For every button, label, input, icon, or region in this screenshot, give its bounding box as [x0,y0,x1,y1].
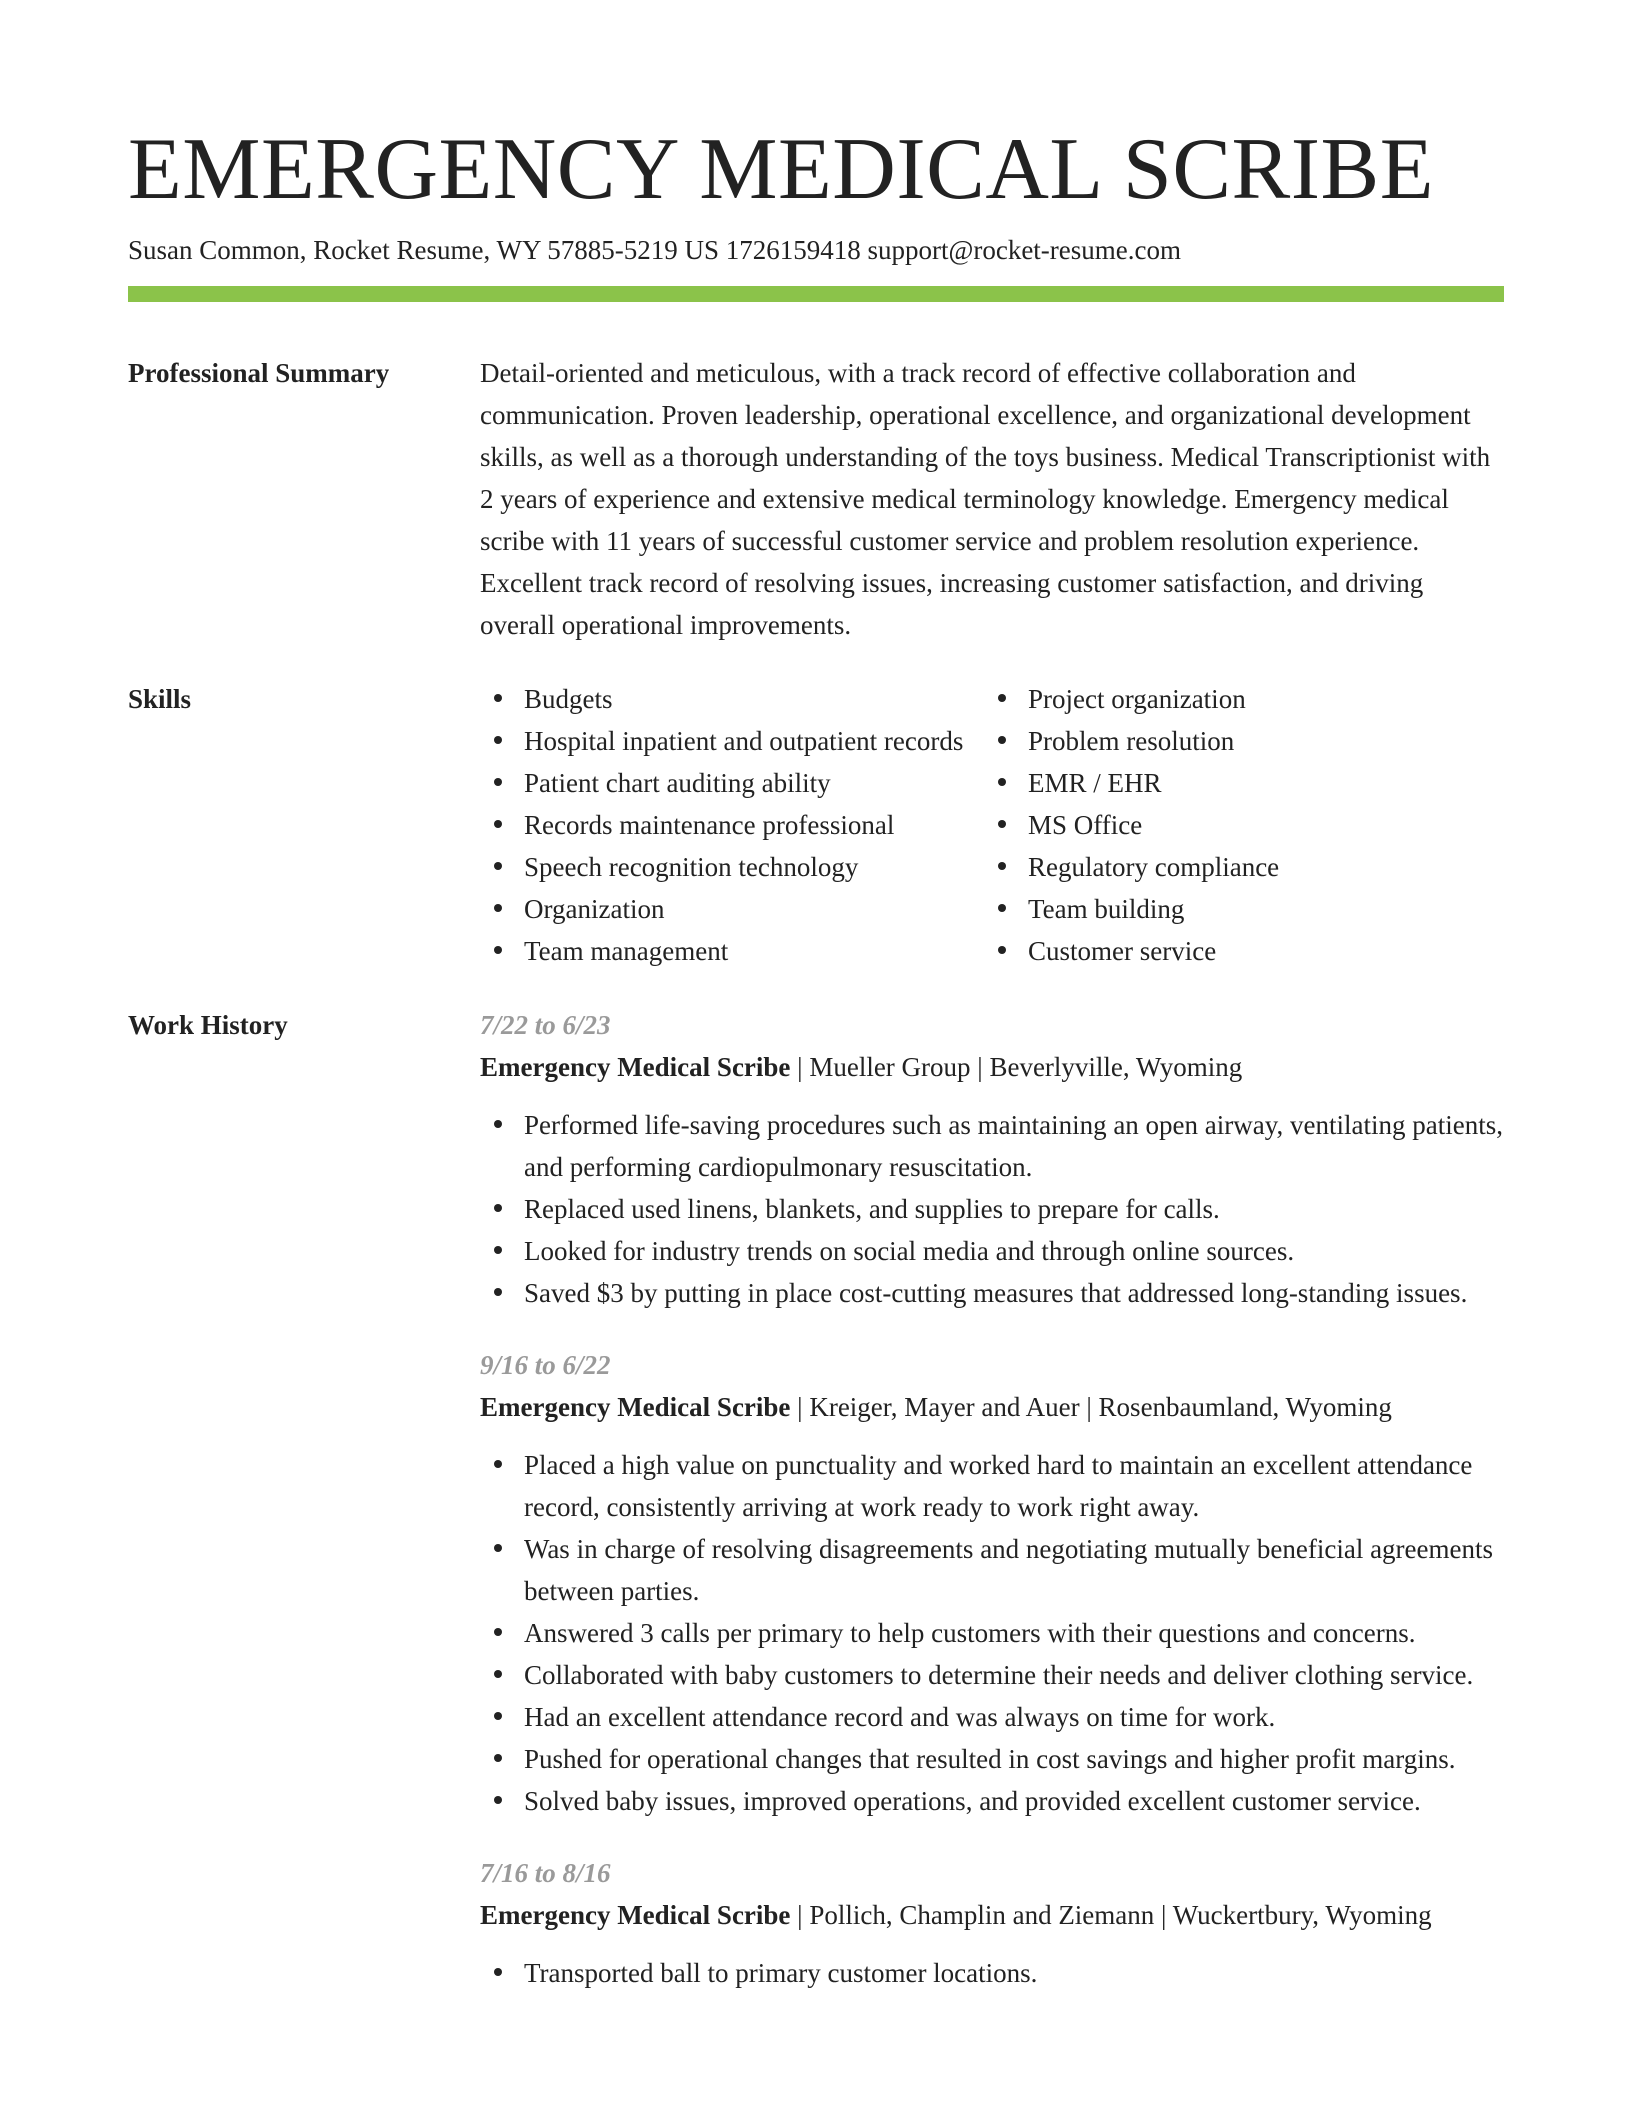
bullet-icon [494,1204,502,1212]
bullet-icon [494,946,502,954]
job-company: Mueller Group [809,1052,971,1082]
list-item [480,888,984,930]
job-location: Beverlyville, Wyoming [989,1052,1243,1082]
skills-grid [480,678,1504,972]
bullet-icon [998,946,1006,954]
list-item-text: Organization [524,894,665,924]
bullet-icon [494,1246,502,1254]
list-item [984,762,1504,804]
resume-title: EMERGENCY MEDICAL SCRIBE [128,121,1434,218]
list-item [480,804,984,846]
list-item-text: Pushed for operational changes that resulted in cost savings and higher profit margins. [524,1744,1456,1774]
job-location: Wuckertbury, Wyoming [1172,1900,1432,1930]
list-item-text: Answered 3 calls per primary to help customers with their questions and concerns. [524,1618,1416,1648]
list-item-text: Was in charge of resolving disagreements and negotiating mutually beneficial agreements between parties. [524,1534,1494,1606]
work-history-section [128,1004,1504,1994]
list-item [480,846,984,888]
list-item [480,1528,1504,1612]
separator: | [790,1392,810,1422]
list-item-text: Team management [524,936,729,966]
work-history-list [480,1004,1504,1994]
bullet-icon [494,736,502,744]
list-item [480,1104,1504,1188]
bullet-icon [494,778,502,786]
job-heading [480,1046,1504,1088]
job-dates: 7/16 to 8/16 [480,1858,611,1888]
list-item-text: Collaborated with baby customers to determine their needs and deliver clothing service. [524,1660,1474,1690]
list-item-text: Records maintenance professional [524,810,895,840]
bullet-icon [494,1460,502,1468]
job-location: Rosenbaumland, Wyoming [1098,1392,1392,1422]
bullet-icon [998,694,1006,702]
separator: | [1079,1392,1099,1422]
section-label: Professional Summary [128,358,390,388]
list-item-text: Regulatory compliance [1028,852,1280,882]
bullet-icon [494,1670,502,1678]
list-item [480,678,984,720]
bullet-icon [494,862,502,870]
separator: | [1154,1900,1173,1930]
list-item [984,930,1504,972]
job-heading [480,1386,1504,1428]
job-entry [480,1852,1504,1994]
bullet-icon [998,904,1006,912]
separator: | [790,1900,810,1930]
job-duties-list [480,1952,1504,1994]
list-item [480,1738,1504,1780]
list-item-text: Problem resolution [1028,726,1235,756]
list-item [480,1444,1504,1528]
list-item-text: Project organization [1028,684,1246,714]
list-item-text: Budgets [524,684,613,714]
bullet-icon [494,1796,502,1804]
list-item [480,930,984,972]
list-item-text: Replaced used linens, blankets, and supplies to prepare for calls. [524,1194,1220,1224]
job-duties-list [480,1104,1504,1314]
list-item-text: MS Office [1028,810,1143,840]
bullet-icon [494,1968,502,1976]
job-title: Emergency Medical Scribe [480,1900,791,1930]
list-item-text: Team building [1028,894,1185,924]
list-item [480,1780,1504,1822]
bullet-icon [494,904,502,912]
bullet-icon [998,820,1006,828]
list-item [984,678,1504,720]
bullet-icon [998,736,1006,744]
job-company: Pollich, Champlin and Ziemann [809,1900,1155,1930]
bullet-icon [494,1754,502,1762]
list-item-text: Saved $3 by putting in place cost-cutting measures that addressed long-standing issues. [524,1278,1468,1308]
job-company: Kreiger, Mayer and Auer [809,1392,1080,1422]
job-entry [480,1344,1504,1822]
list-item [984,804,1504,846]
list-item [984,720,1504,762]
bullet-icon [998,862,1006,870]
skills-section [128,678,1504,972]
list-item [984,888,1504,930]
list-item-text: Speech recognition technology [524,852,859,882]
job-entry [480,1004,1504,1314]
job-dates: 7/22 to 6/23 [480,1010,611,1040]
list-item-text: Customer service [1028,936,1217,966]
bullet-icon [494,1544,502,1552]
list-item [480,1654,1504,1696]
bullet-icon [494,694,502,702]
list-item-text: EMR / EHR [1028,768,1162,798]
list-item [480,1612,1504,1654]
job-duties-list [480,1444,1504,1822]
bullet-icon [494,1288,502,1296]
section-label: Work History [128,1010,288,1040]
bullet-icon [494,1628,502,1636]
bullet-icon [494,1120,502,1128]
separator: | [970,1052,990,1082]
separator: | [790,1052,810,1082]
job-title: Emergency Medical Scribe [480,1392,791,1422]
list-item-text: Hospital inpatient and outpatient records [524,726,964,756]
list-item [480,1696,1504,1738]
list-item-text: Placed a high value on punctuality and worked hard to maintain an excellent attendance record, consistently arriving at work ready to work right away. [524,1450,1473,1522]
bullet-icon [998,778,1006,786]
list-item [480,1188,1504,1230]
list-item [480,1230,1504,1272]
section-label: Skills [128,684,192,714]
professional-summary-section [128,352,1504,646]
skills-column-right [984,678,1504,972]
bullet-icon [494,1712,502,1720]
list-item [480,762,984,804]
list-item-text: Looked for industry trends on social media and through online sources. [524,1236,1295,1266]
list-item [480,1952,1504,1994]
list-item-text: Performed life-saving procedures such as maintaining an open airway, ventilating patients, and performing cardiopulmonary resuscitation. [524,1110,1503,1182]
bullet-icon [494,820,502,828]
list-item [984,846,1504,888]
skills-column-left [480,678,984,972]
resume-page [128,120,1504,1994]
list-item-text: Patient chart auditing ability [524,768,831,798]
list-item-text: Solved baby issues, improved operations, and provided excellent customer service. [524,1786,1421,1816]
job-heading [480,1894,1504,1936]
job-dates: 9/16 to 6/22 [480,1350,611,1380]
accent-divider [128,286,1504,302]
list-item [480,1272,1504,1314]
summary-text: Detail-oriented and meticulous, with a track record of effective collaboration and communication. Proven leadership, operational excellence, and organizational development skills, as well as a thorough understanding of the toys business. Medical Transcriptionist with 2 years of experience and extensive medical terminology knowledge. Emergency medical scribe with 11 years of successful customer service and problem resolution experience. Excellent track record of resolving issues, increasing customer satisfaction, and driving overall operational improvements. [480,358,1491,640]
list-item-text: Transported ball to primary customer locations. [524,1958,1038,1988]
list-item-text: Had an excellent attendance record and was always on time for work. [524,1702,1276,1732]
list-item [480,720,984,762]
job-title: Emergency Medical Scribe [480,1052,791,1082]
contact-line: Susan Common, Rocket Resume, WY 57885-5219 US 1726159418 support@rocket-resume.com [128,235,1181,265]
